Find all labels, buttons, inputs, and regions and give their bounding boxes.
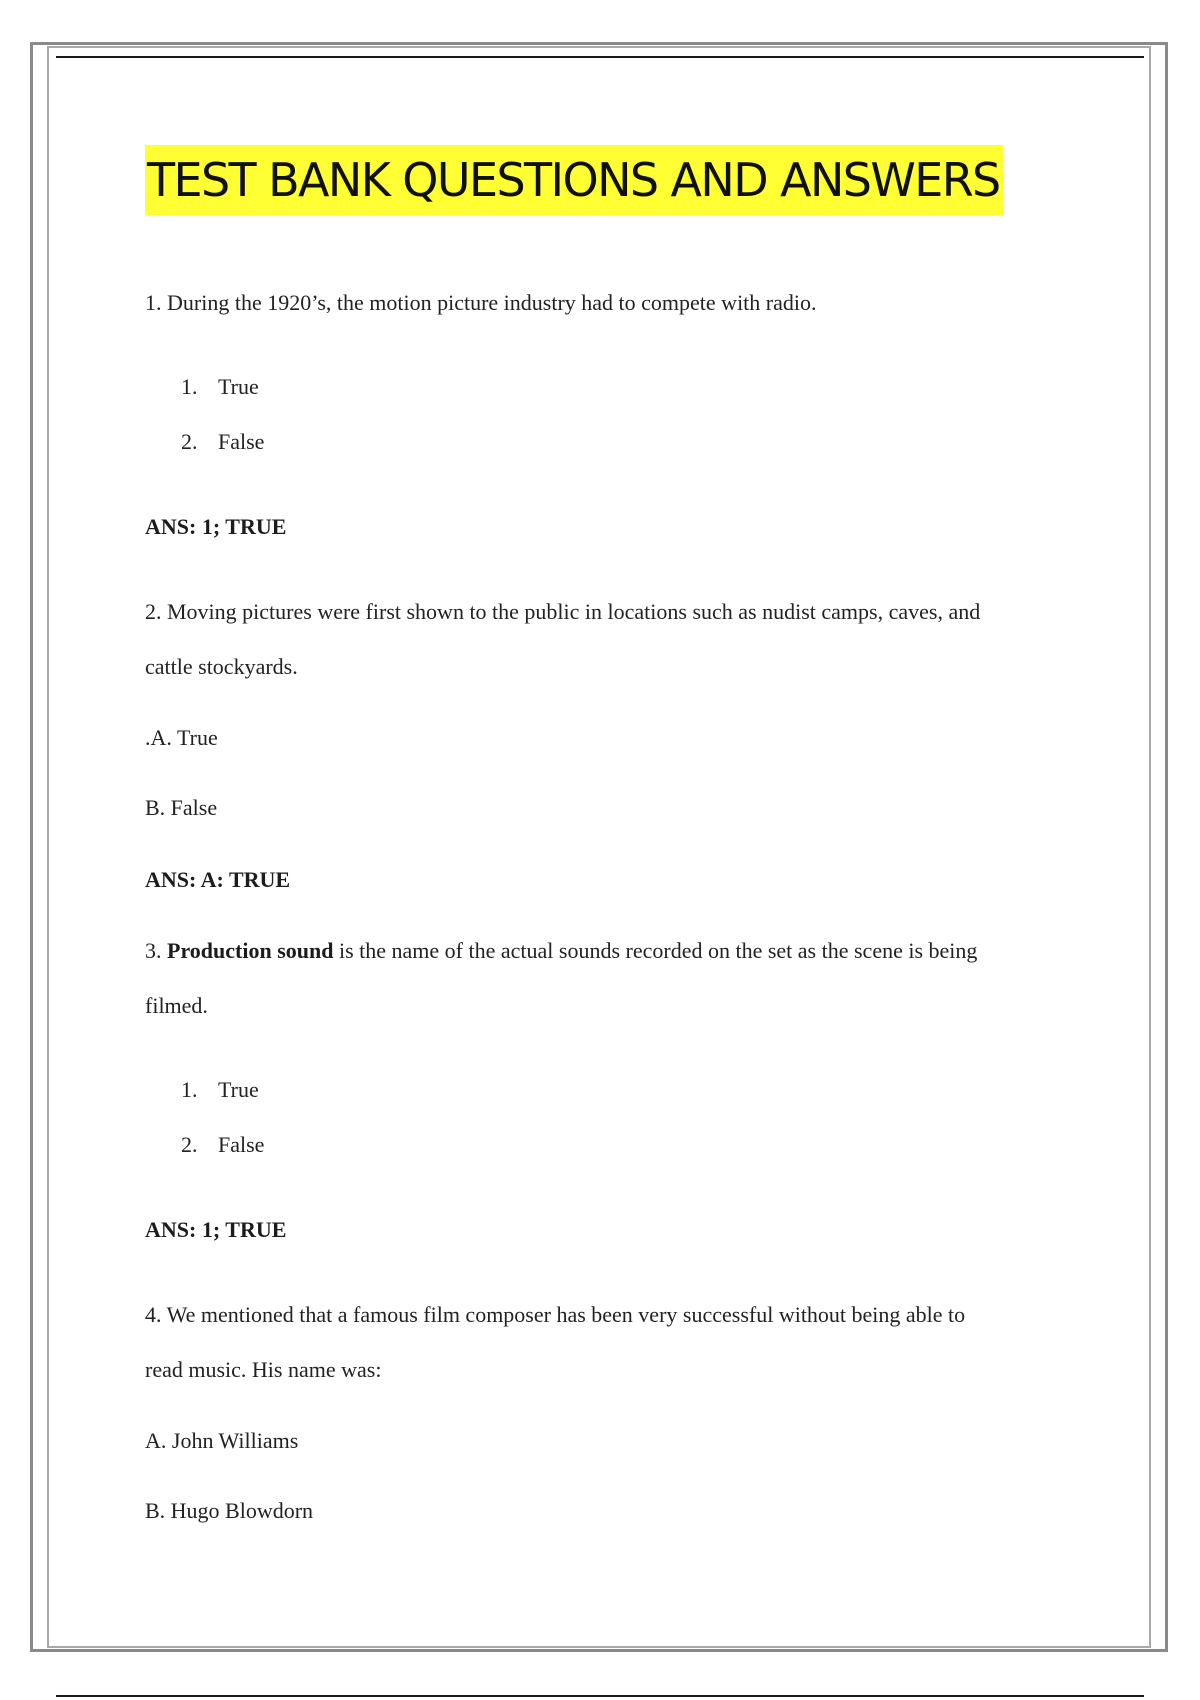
question-3-line-1 [145, 938, 977, 964]
question-2-line-1 [145, 599, 980, 625]
question-1-option-1-text: True [218, 374, 259, 399]
question-1-text: During the 1920’s, the motion picture industry had to compete with radio. [167, 290, 817, 315]
question-3-option-2-marker: 2. [181, 1132, 198, 1157]
question-2-option-b: B. False [145, 795, 218, 820]
question-1-option-1-marker: 1. [181, 374, 198, 399]
question-1-option-2-marker: 2. [181, 429, 198, 454]
footer-rule [56, 1695, 1144, 1697]
question-3-number: 3. [145, 938, 162, 963]
question-3-text-1: is the name of the actual sounds recorded on the set as the scene is being [333, 938, 978, 963]
question-2-line-2: cattle stockyards. [145, 654, 298, 679]
question-4-text-1: We mentioned that a famous film composer has been very successful without being able to [166, 1302, 966, 1327]
question-2-number: 2. [145, 599, 162, 624]
question-2-answer: ANS: A: TRUE [145, 867, 291, 892]
question-4-option-b: B. Hugo Blowdorn [145, 1498, 314, 1523]
question-1 [145, 290, 817, 316]
question-4-option-a: A. John Williams [145, 1428, 299, 1453]
question-3-line-2: filmed. [145, 993, 208, 1018]
question-4-line-2: read music. His name was: [145, 1357, 382, 1382]
question-3-option-1-text: True [218, 1077, 259, 1102]
question-3-option-2-text: False [218, 1132, 265, 1157]
question-4-number: 4. [145, 1302, 162, 1327]
question-3-answer: ANS: 1; TRUE [145, 1217, 287, 1242]
header-rule [56, 56, 1144, 58]
question-3-term: Production sound [167, 938, 334, 963]
question-2-text-1: Moving pictures were first shown to the public in locations such as nudist camps, caves, and [167, 599, 981, 624]
question-3-option-1-marker: 1. [181, 1077, 198, 1102]
question-1-number: 1. [145, 290, 162, 315]
page-border-inner [47, 46, 1151, 1648]
question-4-line-1 [145, 1302, 965, 1328]
question-1-answer: ANS: 1; TRUE [145, 514, 287, 539]
document-title: TEST BANK QUESTIONS AND ANSWERS [145, 145, 1003, 215]
question-1-option-2-text: False [218, 429, 265, 454]
question-2-option-a: .A. True [145, 725, 218, 750]
